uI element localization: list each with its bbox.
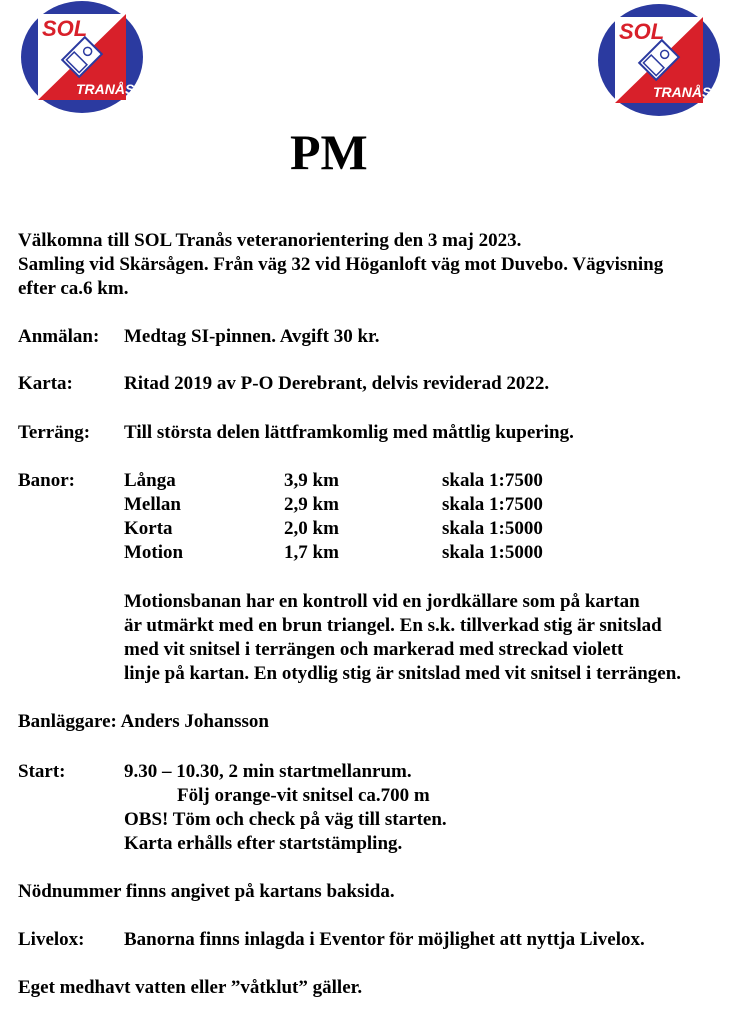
terrang-label: Terräng: [18,422,91,443]
anmalan-label: Anmälan: [18,326,100,347]
course-row [124,493,684,517]
start-line-1: 9.30 – 10.30, 2 min startmellanrum. [124,761,412,782]
intro-line-2: Samling vid Skärsågen. Från väg 32 vid Höganloft väg mot Duvebo. Vägvisning [18,254,664,275]
course-distance: 1,7 km [284,542,339,563]
course-row [124,469,684,493]
course-name: Mellan [124,494,181,515]
motion-note-line-1: Motionsbanan har en kontroll vid en jordkällare som på kartan [124,591,640,612]
banlaggare-line: Banläggare: Anders Johansson [18,711,269,732]
course-row [124,541,684,565]
course-name: Korta [124,518,173,539]
course-distance: 3,9 km [284,470,339,491]
start-line-4: Karta erhålls efter startstämpling. [124,833,403,854]
logo-top-text: SOL [619,19,665,44]
anmalan-value: Medtag SI-pinnen. Avgift 30 kr. [124,326,380,347]
course-scale: skala 1:7500 [442,494,543,515]
course-scale: skala 1:5000 [442,542,543,563]
course-name: Långa [124,470,176,491]
course-distance: 2,9 km [284,494,339,515]
start-line-2: Följ orange-vit snitsel ca.700 m [177,785,430,806]
motion-note-line-4: linje på kartan. En otydlig stig är snitslad med vit snitsel i terrängen. [124,663,682,684]
intro-line-1: Välkomna till SOL Tranås veteranorientering den 3 maj 2023. [18,230,522,251]
intro-line-3: efter ca.6 km. [18,278,129,299]
sol-tranas-logo-graphic [597,3,721,117]
banor-label: Banor: [18,470,75,491]
course-name: Motion [124,542,184,563]
page-title: PM [290,124,368,180]
livelox-label: Livelox: [18,929,85,950]
logo-bottom-text: TRANÅS [653,84,712,100]
vatten-line: Eget medhavt vatten eller ”våtklut” gäller. [18,977,363,998]
nodnummer-line: Nödnummer finns angivet på kartans baksida. [18,881,395,902]
livelox-value: Banorna finns inlagda i Eventor för möjlighet att nyttja Livelox. [124,929,645,950]
sol-tranas-logo-graphic [20,0,144,114]
course-row [124,517,684,541]
karta-label: Karta: [18,373,73,394]
karta-value: Ritad 2019 av P-O Derebrant, delvis reviderad 2022. [124,373,550,394]
logo-top-text: SOL [42,16,88,41]
course-scale: skala 1:5000 [442,518,543,539]
start-line-3: OBS! Töm och check på väg till starten. [124,809,447,830]
start-label: Start: [18,761,66,782]
sol-tranas-logo-right [597,3,721,117]
motion-note-line-2: är utmärkt med en brun triangel. En s.k. tillverkad stig är snitslad [124,615,662,636]
course-scale: skala 1:7500 [442,470,543,491]
logo-bottom-text: TRANÅS [76,81,135,97]
sol-tranas-logo-left [20,0,144,114]
course-distance: 2,0 km [284,518,339,539]
terrang-value: Till största delen lättframkomlig med måttlig kupering. [124,422,574,443]
motion-note-line-3: med vit snitsel i terrängen och markerad med streckad violett [124,639,624,660]
